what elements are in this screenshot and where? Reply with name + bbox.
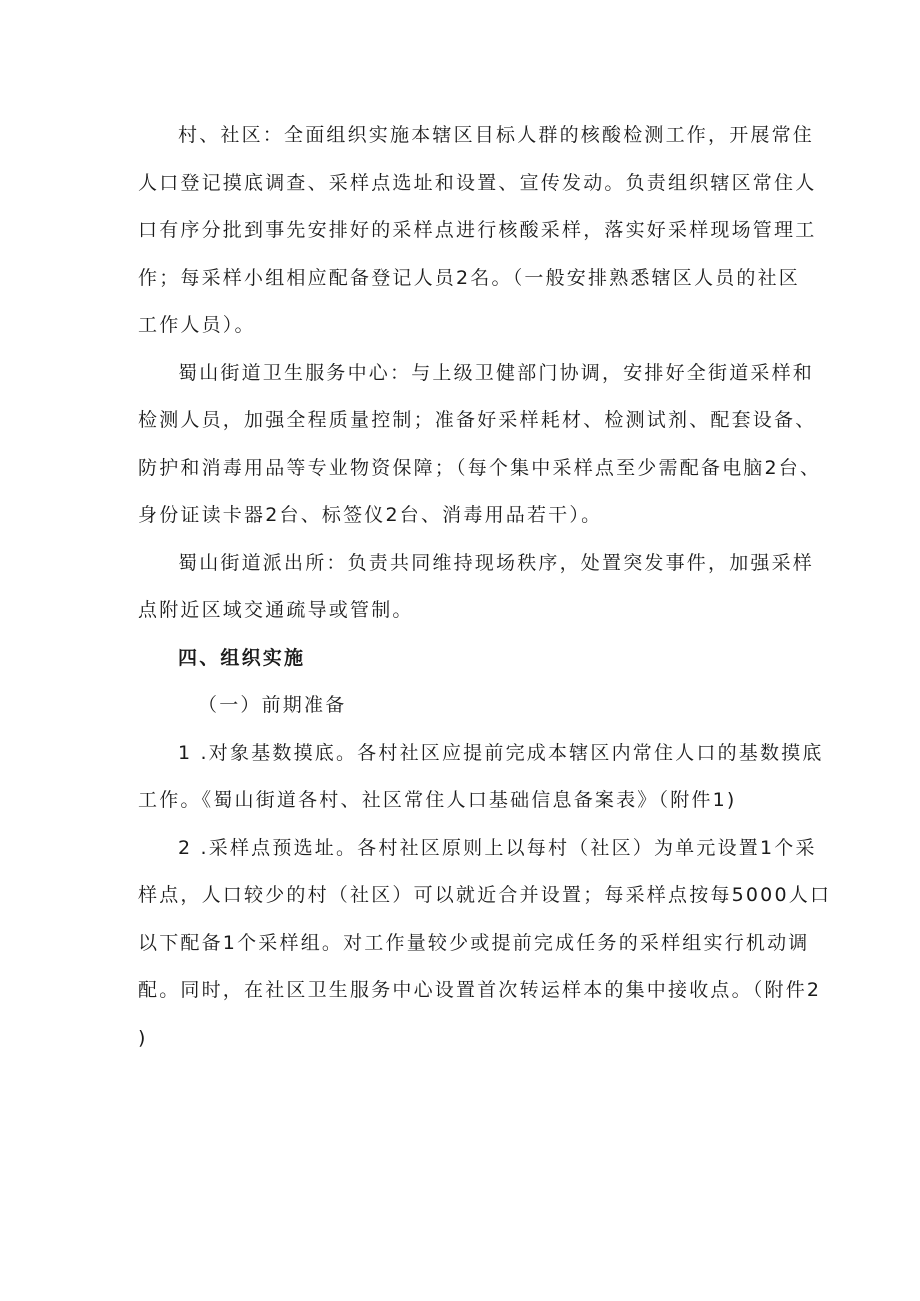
- paragraph-village-community: [138, 112, 817, 350]
- text-line: 蜀山街道卫生服务中心：与上级卫健部门协调，安排好全街道采样和: [178, 361, 815, 384]
- text-line: 防护和消毒用品等专业物资保障；（每个集中采样点至少需配备电脑2台、: [138, 456, 822, 479]
- text-line: 样点，人口较少的村（社区）可以就近合并设置；每采样点按每5000人口: [138, 884, 832, 906]
- text-line: 蜀山街道派出所：负责共同维持现场秩序，处置突发事件，加强采样: [178, 551, 815, 574]
- text-line: 1 .对象基数摸底。各村社区应提前完成本辖区内常住人口的基数摸底: [178, 741, 824, 764]
- text-line: 口有序分批到事先安排好的采样点进行核酸采样，落实好采样现场管理工: [138, 219, 817, 241]
- text-line: 人口登记摸底调查、采样点选址和设置、宣传发动。负责组织辖区常住人: [138, 171, 817, 194]
- list-item-2: [138, 825, 832, 1063]
- paragraph-police-station: [138, 540, 815, 635]
- text-line: 配。同时，在社区卫生服务中心设置首次转运样本的集中接收点。（附件2: [138, 979, 822, 1001]
- document-body: [138, 112, 832, 1062]
- text-line: 检测人员，加强全程质量控制；准备好采样耗材、检测试剂、配套设备、: [138, 409, 817, 431]
- list-item-1: [138, 730, 824, 825]
- subsection-heading: （一）前期准备: [198, 694, 347, 716]
- text-line: ): [138, 1026, 148, 1049]
- text-line: 点附近区域交通疏导或管制。: [138, 599, 414, 621]
- text-line: 以下配备1个采样组。对工作量较少或提前完成任务的采样组实行机动调: [138, 931, 810, 954]
- text-line: 身份证读卡器2台、标签仪2台、消毒用品若干）。: [138, 504, 603, 526]
- section-heading: 四、组织实施: [178, 646, 306, 669]
- text-line: 2 .采样点预选址。各村社区原则上以每村（社区）为单元设置1个采: [178, 836, 817, 859]
- text-line: 村、社区：全面组织实施本辖区目标人群的核酸检测工作，开展常住: [178, 124, 815, 146]
- text-line: 作；每采样小组相应配备登记人员2名。（一般安排熟悉辖区人员的社区: [138, 266, 800, 289]
- text-line: 工作人员）。: [138, 314, 256, 336]
- text-line: 工作。《蜀山街道各村、社区常住人口基础信息备案表》（附件1): [138, 789, 737, 811]
- paragraph-health-center: [138, 350, 822, 540]
